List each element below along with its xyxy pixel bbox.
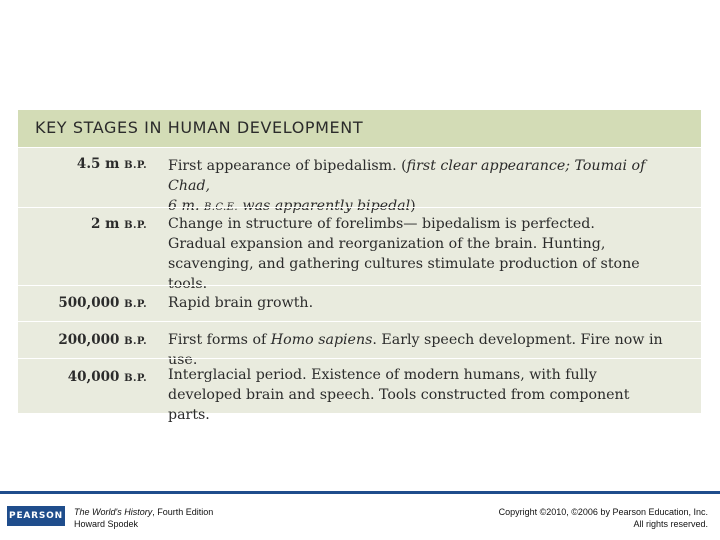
table-header — [18, 110, 701, 148]
footer-copyright — [499, 506, 708, 530]
row-date — [18, 216, 147, 232]
desc-text: First appearance of bipedalism. ( — [168, 158, 407, 174]
table-row — [18, 147, 701, 214]
row-date — [18, 369, 147, 385]
row-description: Change in structure of forelimbs— bipedalism is perfected. Gradual expansion and reorganization of the brain. Hunting, scavenging, and gathering cultures stimulate production of stone tools. — [168, 216, 640, 292]
footer-book-info — [74, 506, 213, 530]
row-description: Interglacial period. Existence of modern humans, with fully developed brain and speech. Tools constructed from component parts. — [168, 367, 630, 423]
row-date — [18, 156, 147, 172]
desc-italic: first clear appearance; Toumai of Chad, — [168, 158, 646, 194]
key-stages-table — [18, 110, 701, 423]
desc-italic: Homo sapiens — [270, 332, 373, 348]
desc-italic: 6 m. — [168, 198, 200, 214]
date-number: 500,000 — [58, 295, 120, 311]
table-row — [18, 321, 701, 368]
book-title: The World's History — [74, 507, 153, 517]
rights-text: All rights reserved. — [633, 519, 708, 529]
desc-text: ) — [410, 198, 416, 214]
row-date — [18, 295, 147, 311]
desc-era: B.C.E. — [204, 202, 238, 213]
date-number: 200,000 — [58, 332, 120, 348]
book-edition: , Fourth Edition — [152, 507, 214, 517]
copyright-text: Copyright ©2010, ©2006 by Pearson Education, Inc. — [498, 507, 708, 517]
row-description: Rapid brain growth. — [168, 295, 314, 311]
date-era: B.P. — [124, 336, 147, 347]
desc-italic: was apparently bipedal — [242, 198, 411, 214]
date-era: B.P. — [124, 373, 147, 384]
date-number: 40,000 — [67, 369, 120, 385]
footer-divider — [0, 491, 720, 494]
table-title: KEY STAGES IN HUMAN DEVELOPMENT — [35, 118, 364, 137]
date-era: B.P. — [124, 160, 147, 171]
book-author: Howard Spodek — [74, 519, 139, 529]
table-row — [18, 207, 701, 292]
table-row — [18, 358, 701, 423]
date-era: B.P. — [124, 299, 147, 310]
desc-text: . Early speech development. Fire now in use. — [168, 332, 663, 368]
table-row — [18, 285, 701, 321]
pearson-logo: PEARSON — [7, 506, 65, 526]
desc-text: First forms of — [168, 332, 271, 348]
date-number: 4.5 m — [76, 156, 120, 172]
date-era: B.P. — [124, 220, 147, 231]
row-date — [18, 332, 147, 348]
date-number: 2 m — [91, 216, 120, 232]
